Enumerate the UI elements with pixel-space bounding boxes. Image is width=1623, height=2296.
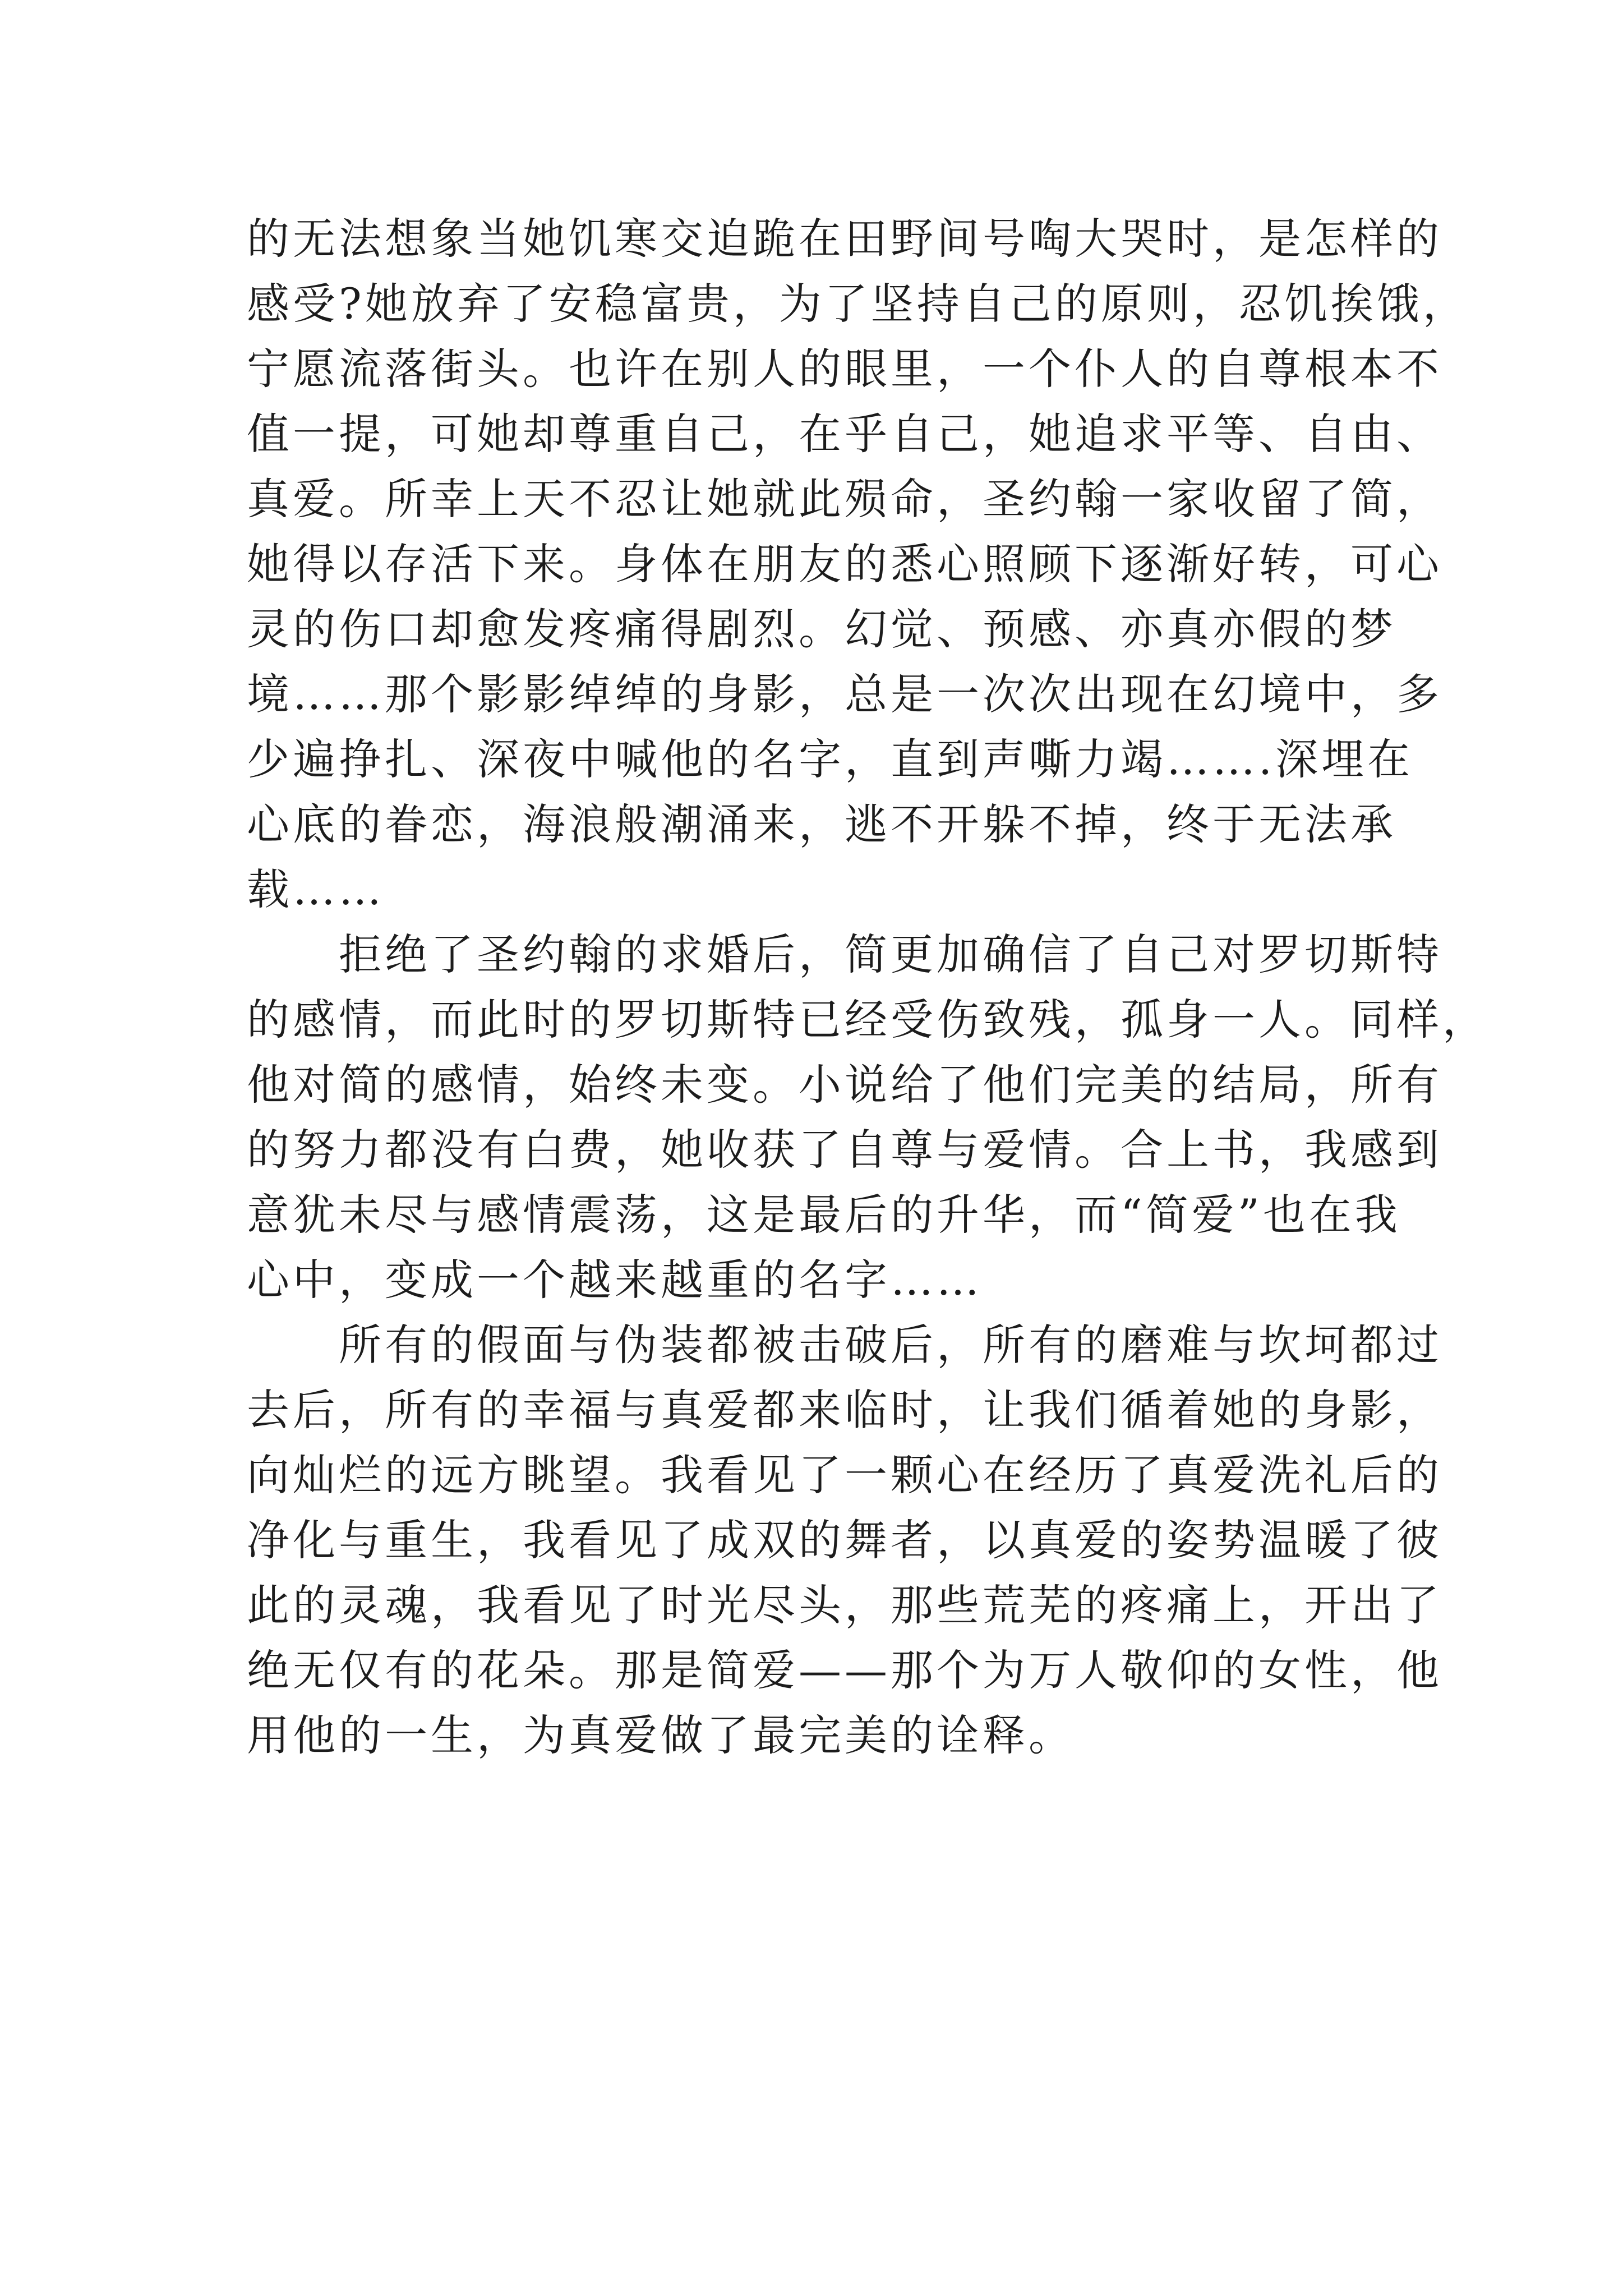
text-line: 所有的假面与伪装都被击破后，所有的磨难与坎坷都过: [247, 1320, 1442, 1370]
text-line: 此的灵魂，我看见了时光尽头，那些荒芜的疼痛上，开出了: [247, 1580, 1442, 1630]
text-line: 宁愿流落街头。也许在别人的眼里，一个仆人的自尊根本不: [247, 344, 1442, 394]
text-line: 他对简的感情，始终未变。小说给了他们完美的结局，所有: [247, 1060, 1442, 1110]
text-line: 的努力都没有白费，她收获了自尊与爱情。合上书，我感到: [247, 1125, 1442, 1175]
text-line: 心中，变成一个越来越重的名字……: [247, 1255, 983, 1305]
text-line: 境……那个影影绰绰的身影，总是一次次出现在幻境中，多: [247, 669, 1442, 719]
text-line: 去后，所有的幸福与真爱都来临时，让我们循着她的身影，: [247, 1385, 1442, 1435]
text-line: 感受?她放弃了安稳富贵，为了坚持自己的原则，忍饥挨饿，: [247, 279, 1469, 329]
text-line: 意犹未尽与感情震荡，这是最后的升华，而“简爱”也在我: [247, 1190, 1401, 1240]
text-line: 她得以存活下来。身体在朋友的悉心照顾下逐渐好转，可心: [247, 539, 1442, 589]
text-line: 绝无仅有的花朵。那是简爱——那个为万人敬仰的女性，他: [247, 1645, 1442, 1695]
text-line: 少遍挣扎、深夜中喊他的名字，直到声嘶力竭…….深埋在: [247, 734, 1414, 784]
text-line: 净化与重生，我看见了成双的舞者，以真爱的姿势温暖了彼: [247, 1515, 1442, 1565]
text-line: 拒绝了圣约翰的求婚后，简更加确信了自己对罗切斯特: [247, 930, 1442, 979]
text-line: 载……: [247, 864, 385, 914]
text-line: 的无法想象当她饥寒交迫跪在田野间号啕大哭时，是怎样的: [247, 214, 1442, 264]
text-line: 值一提，可她却尊重自己，在乎自己，她追求平等、自由、: [247, 409, 1442, 459]
text-line: 真爱。所幸上天不忍让她就此殒命，圣约翰一家收留了简，: [247, 474, 1442, 524]
text-line: 的感情，而此时的罗切斯特已经受伤致残，孤身一人。同样，: [247, 995, 1488, 1045]
text-line: 灵的伤口却愈发疼痛得剧烈。幻觉、预感、亦真亦假的梦: [247, 604, 1396, 654]
document-body: [247, 206, 1488, 1768]
text-line: 用他的一生，为真爱做了最完美的诠释。: [247, 1710, 1075, 1760]
text-line: 心底的眷恋，海浪般潮涌来，逃不开躲不掉，终于无法承: [247, 799, 1396, 849]
text-line: 向灿烂的远方眺望。我看见了一颗心在经历了真爱洗礼后的: [247, 1450, 1442, 1500]
